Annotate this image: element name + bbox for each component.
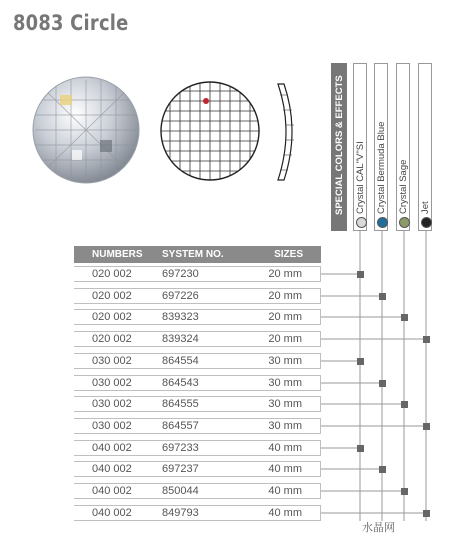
guide-lines	[321, 231, 426, 521]
row-system-no: 850044	[162, 485, 199, 497]
availability-marker	[423, 423, 430, 430]
table-row	[74, 288, 321, 304]
grid-diagram	[160, 80, 260, 182]
row-size: 30 mm	[268, 420, 302, 432]
effect-label: Crystal CAL"V"SI	[355, 141, 366, 214]
table-row	[74, 331, 321, 347]
row-number: 020 002	[92, 333, 132, 345]
row-number: 030 002	[92, 420, 132, 432]
special-effects-label: SPECIAL COLORS & EFFECTS	[334, 75, 345, 215]
table-row	[74, 309, 321, 325]
availability-marker	[401, 401, 408, 408]
availability-marker	[401, 488, 408, 495]
header-system: SYSTEM NO.	[162, 249, 224, 260]
row-size: 40 mm	[268, 507, 302, 519]
availability-marker	[379, 293, 386, 300]
effect-column-0	[353, 63, 367, 231]
row-size: 20 mm	[268, 268, 302, 280]
table-header	[74, 246, 321, 263]
row-number: 040 002	[92, 442, 132, 454]
availability-marker	[423, 510, 430, 517]
effect-swatch	[421, 217, 432, 228]
effect-swatch	[356, 217, 367, 228]
row-system-no: 697230	[162, 268, 199, 280]
row-number: 030 002	[92, 355, 132, 367]
header-numbers: NUMBERS	[92, 249, 143, 260]
effect-swatch	[399, 217, 410, 228]
row-number: 040 002	[92, 485, 132, 497]
effect-swatch	[377, 217, 388, 228]
availability-marker	[357, 271, 364, 278]
effect-column-2	[396, 63, 410, 231]
table-row	[74, 505, 321, 521]
effect-label: Crystal Sage	[398, 159, 409, 214]
row-number: 030 002	[92, 377, 132, 389]
table-row	[74, 483, 321, 499]
header-sizes: SIZES	[274, 249, 303, 260]
availability-marker	[423, 336, 430, 343]
table-row	[74, 440, 321, 456]
effect-label: Jet	[420, 201, 431, 214]
crystal-photo	[33, 77, 140, 183]
watermark: 水晶网	[362, 522, 395, 534]
row-size: 20 mm	[268, 333, 302, 345]
row-number: 020 002	[92, 311, 132, 323]
availability-marker	[357, 445, 364, 452]
row-system-no: 864555	[162, 398, 199, 410]
table-row	[74, 461, 321, 477]
effect-label: Crystal Bermuda Blue	[376, 121, 387, 214]
availability-marker	[357, 358, 364, 365]
row-size: 40 mm	[268, 485, 302, 497]
row-size: 20 mm	[268, 290, 302, 302]
table-row	[74, 266, 321, 282]
row-system-no: 697237	[162, 463, 199, 475]
row-system-no: 839324	[162, 333, 199, 345]
effect-column-1	[374, 63, 388, 231]
row-system-no: 697233	[162, 442, 199, 454]
row-system-no: 864554	[162, 355, 199, 367]
row-number: 020 002	[92, 290, 132, 302]
row-number: 020 002	[92, 268, 132, 280]
table-row	[74, 375, 321, 391]
availability-marker	[401, 314, 408, 321]
row-size: 30 mm	[268, 377, 302, 389]
row-size: 30 mm	[268, 398, 302, 410]
row-number: 030 002	[92, 398, 132, 410]
side-profile	[278, 84, 294, 180]
row-size: 20 mm	[268, 311, 302, 323]
row-size: 40 mm	[268, 442, 302, 454]
page-title: 8083 Circle	[13, 11, 129, 35]
table-row	[74, 353, 321, 369]
row-number: 040 002	[92, 463, 132, 475]
table-row	[74, 418, 321, 434]
row-size: 40 mm	[268, 463, 302, 475]
availability-marker	[379, 466, 386, 473]
special-effects-header	[331, 63, 347, 231]
table-row	[74, 396, 321, 412]
effect-column-3	[418, 63, 432, 231]
row-system-no: 697226	[162, 290, 199, 302]
availability-marker	[379, 380, 386, 387]
row-system-no: 849793	[162, 507, 199, 519]
row-system-no: 864543	[162, 377, 199, 389]
row-number: 040 002	[92, 507, 132, 519]
row-system-no: 864557	[162, 420, 199, 432]
row-system-no: 839323	[162, 311, 199, 323]
row-size: 30 mm	[268, 355, 302, 367]
